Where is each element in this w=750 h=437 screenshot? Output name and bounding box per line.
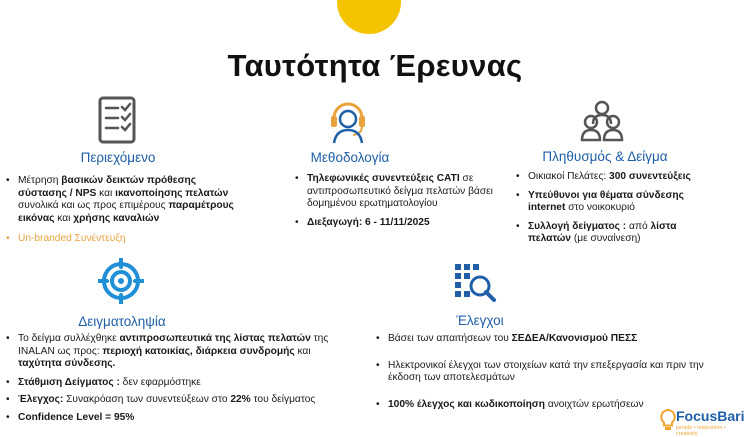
controls-heading: Έλεγχοι xyxy=(456,313,504,328)
list-item: • Ηλεκτρονικοί έλεγχοι των στοιχείων κατά την επεξεργασία και πριν την έκδοση των αποτελεσμάτων xyxy=(376,360,726,385)
target-icon xyxy=(98,258,144,304)
sampling-text xyxy=(6,333,336,431)
list-item: • Confidence Level = 95% xyxy=(6,412,336,425)
list-item: • Βάσει των απαιτήσεων του ΣΕΔΕΑ/Κανονισμού ΠΕΣΣ xyxy=(376,333,726,346)
controls-text xyxy=(376,333,726,417)
list-item: • Στάθμιση Δείγματος : δεν εφαρμόστηκε xyxy=(6,377,336,390)
content-heading: Περιεχόμενο xyxy=(80,150,156,165)
list-item: • Τηλεφωνικές συνεντεύξεις CATI σε αντιπροσωπευτικό δείγμα πελατών βάσει δομημένου ερωτηματολογίου xyxy=(295,173,505,211)
method-text xyxy=(295,173,505,235)
checklist-icon xyxy=(98,96,136,144)
headset-icon xyxy=(328,98,368,144)
population-heading: Πληθυσμός & Δείγμα xyxy=(542,149,668,164)
list-item: • Οικιακοί Πελάτες: 300 συνεντεύξεις xyxy=(516,171,706,184)
list-item: • Μέτρηση βασικών δεικτών πρόθεσης σύστασης / NPS και ικανοποίησης πελατών συνολικά και ως προς επιμέρους παραμέτρους εικόνας και χρήσης καναλιών xyxy=(6,175,238,225)
page-title: Ταυτότητα Έρευνας xyxy=(227,48,523,83)
focusbari-logo xyxy=(660,406,746,437)
bulb-icon xyxy=(660,409,676,431)
logo-tagline: people • inspiration • creativity xyxy=(676,425,726,437)
list-item: • Υπεύθυνοι για θέματα σύνδεσης internet στο νοικοκυριό xyxy=(516,190,706,215)
list-item: • 100% έλεγχος και κωδικοποίηση ανοιχτών ερωτήσεων xyxy=(376,399,726,412)
group-icon xyxy=(580,100,624,142)
logo-name: FocusBari xyxy=(676,408,745,424)
list-item: • Συλλογή δείγματος : από λίστα πελατών (με συναίνεση) xyxy=(516,221,706,246)
list-item: • Το δείγμα συλλέχθηκε αντιπροσωπευτικά της λίστας πελατών της INALAN ως προς: περιοχή κατοικίας, διάρκεια συνδρομής και ταχύτητα σύνδεσης. xyxy=(6,333,336,371)
method-heading: Μεθοδολογία xyxy=(310,150,390,165)
sampling-heading: Δειγματοληψία xyxy=(78,314,166,329)
list-item: • Un-branded Συνέντευξη xyxy=(6,233,238,246)
content-text xyxy=(6,175,238,252)
population-text xyxy=(516,171,706,252)
list-item: • Διεξαγωγή: 6 - 11/11/2025 xyxy=(295,217,505,230)
decorative-sun-circle xyxy=(337,0,401,34)
list-item: • Έλεγχος: Συνακρόαση των συνεντεύξεων στο 22% του δείγματος xyxy=(6,394,336,407)
grid-search-icon xyxy=(455,264,497,306)
